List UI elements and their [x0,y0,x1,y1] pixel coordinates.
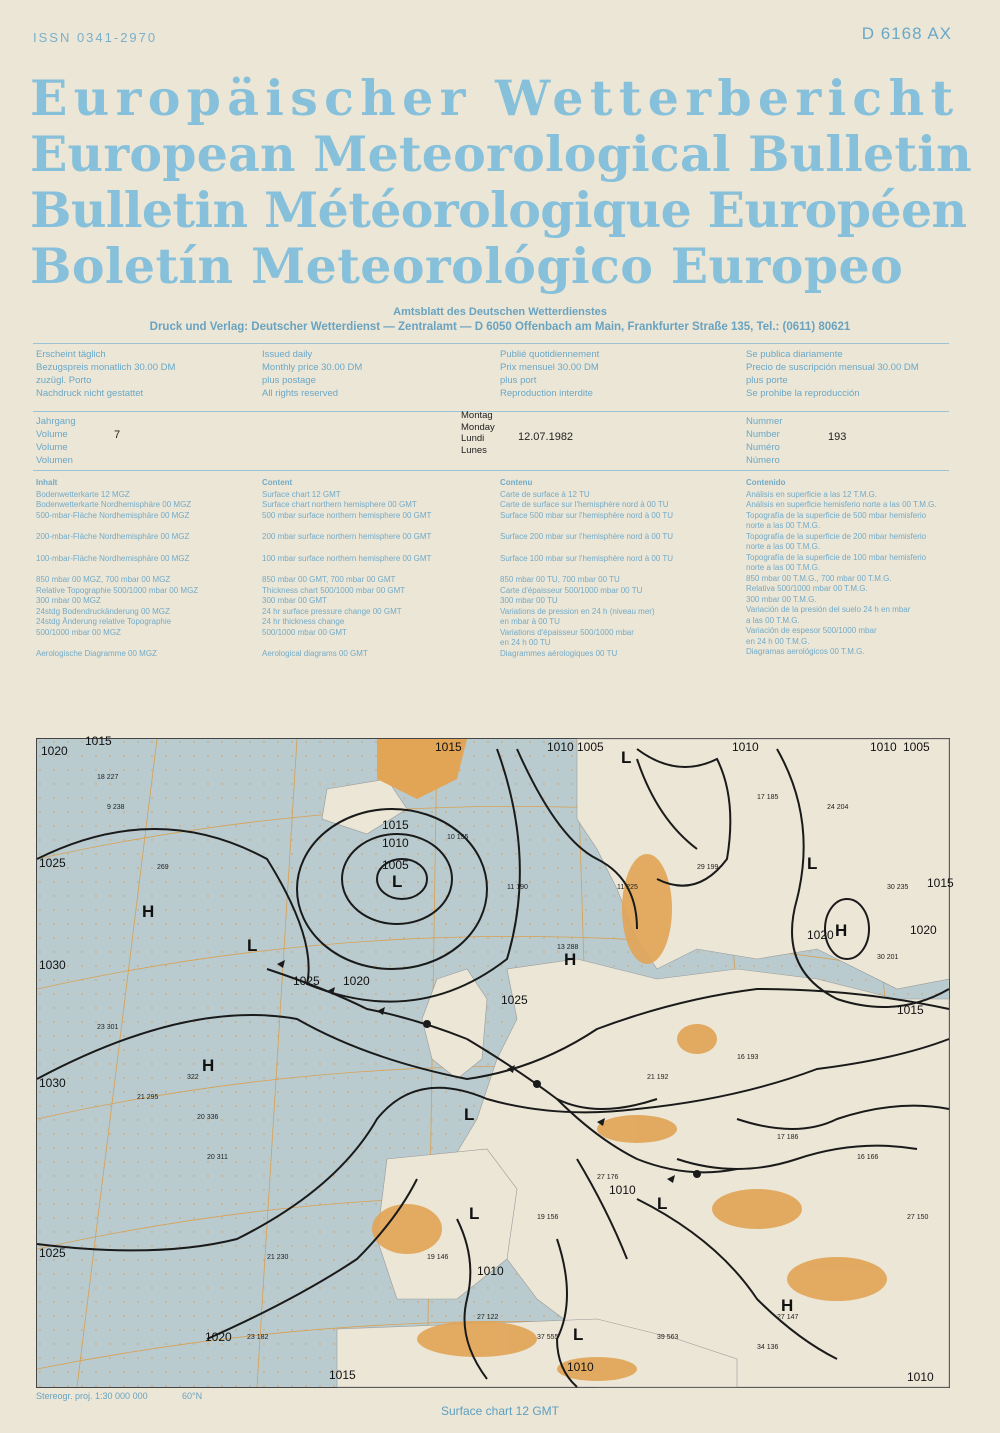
svg-text:322: 322 [187,1074,199,1081]
high-centre: H [835,921,848,940]
contents-item: norte a las 00 T.M.G. [746,521,821,530]
contents-heading: Inhalt [36,478,58,487]
contents-item: 850 mbar 00 T.M.G., 700 mbar 00 T.M.G. [746,573,892,583]
contents-item: 200 mbar surface northern hemisphere 00 GMT [262,532,432,541]
high-centre: H [202,1056,215,1075]
contents-item: Topografía de la superficie de 200 mbar hemisferio [746,531,927,541]
title-german: Europäischer Wetterbericht [30,69,960,127]
subscription-line: plus postage [262,375,316,386]
volume-value: 7 [114,429,121,441]
contents-item: Diagramas aerológicos 00 T.M.G. [746,647,865,656]
svg-text:29 199: 29 199 [697,864,719,871]
svg-text:23 301: 23 301 [97,1024,119,1031]
weather-map-svg [37,734,954,1387]
contents-item: 850 mbar 00 TU, 700 mbar 00 TU [500,575,620,584]
map-latitude: 60°N [182,1391,203,1401]
svg-text:27 150: 27 150 [907,1214,929,1221]
contents-item: Bodenwetterkarte Nordhemisphäre 00 MGZ [36,500,192,509]
isobar-value: 1010 [870,740,897,754]
isobar-value: 1025 [293,974,320,988]
subscription-line: plus port [500,375,537,386]
svg-text:30 201: 30 201 [877,954,899,961]
high-centre: H [142,902,155,921]
contents-item: Surface chart 12 GMT [262,489,341,499]
subscription-line: Se publica diariamente [746,349,843,360]
day-labels [461,410,495,456]
contents-item: 850 mbar 00 GMT, 700 mbar 00 GMT [262,575,396,584]
isobar-value: 1020 [807,928,834,942]
isobar-value: 1030 [39,958,66,972]
contents-en [262,478,431,660]
map-caption: Surface chart 12 GMT [440,1404,560,1418]
contents-item: 100-mbar-Fläche Nordhemisphäre 00 MGZ [36,553,190,563]
subscription-line: Reproduction interdite [500,388,593,399]
svg-text:269: 269 [157,864,169,871]
svg-text:20 311: 20 311 [207,1154,228,1161]
low-centre: L [573,1325,584,1344]
publisher-line: Druck und Verlag: Deutscher Wetterdienst — Zentralamt — D 6050 Offenbach am Main, Frankfurter Straße 135, Tel.: (0611) 80621 [149,321,851,333]
contents-item: 200-mbar-Fläche Nordhemisphäre 00 MGZ [36,532,190,541]
contents-item: 850 mbar 00 MGZ, 700 mbar 00 MGZ [36,575,171,584]
isobar-value: 1020 [910,923,937,937]
isobar-value: 1010 [567,1360,594,1374]
svg-text:9 238: 9 238 [107,804,125,811]
svg-text:30 235: 30 235 [887,884,909,891]
subscription-line: Se prohibe la reproducción [746,388,860,399]
high-centre: H [781,1296,794,1315]
isobar-value: 1015 [435,740,462,754]
low-centre: L [392,872,403,891]
volume-label: Volume [36,429,68,440]
subscription-line: Erscheint täglich [36,349,106,360]
number-label: Number [746,429,780,440]
isobar-value: 1005 [903,740,930,754]
isobar-value: 1015 [329,1368,356,1382]
svg-text:39 563: 39 563 [657,1334,679,1341]
contents-de [36,478,198,660]
svg-text:21 230: 21 230 [267,1254,289,1261]
isobar-value: 1010 [732,740,759,754]
svg-text:18 227: 18 227 [97,774,119,781]
high-centre: H [564,950,577,969]
svg-text:10 155: 10 155 [447,834,469,841]
contents-item: Surface 500 mbar sur l'hemisphère nord à 00 TU [500,510,674,520]
subscription-line: Publié quotidiennement [500,349,600,360]
contents-item: 300 mbar 00 MGZ [36,596,101,605]
subscription-line: Bezugspreis monatlich 30.00 DM [36,362,176,373]
contents-item: 500-mbar-Fläche Nordhemisphäre 00 MGZ [36,510,190,520]
low-centre: L [807,854,818,873]
svg-text:34 136: 34 136 [757,1344,779,1351]
low-centre: L [247,936,258,955]
contents-fr [500,478,673,659]
contents-item: 100 mbar surface northern hemisphere 00 GMT [262,553,432,563]
svg-text:37 555: 37 555 [537,1334,559,1341]
isobar-value: 1005 [382,858,409,872]
isobar-value: 1015 [897,1003,924,1017]
contents-item: Thickness chart 500/1000 mbar 00 GMT [262,585,406,595]
svg-text:27 122: 27 122 [477,1314,499,1321]
isobar-value: 1010 [609,1183,636,1197]
official-gazette: Amtsblatt des Deutschen Wetterdienstes [393,306,607,318]
isobar-value: 1010 [382,836,409,850]
subscription-line: Prix mensuel 30.00 DM [500,362,599,373]
contents-item: Relative Topographie 500/1000 mbar 00 MGZ [36,585,199,595]
svg-text:20 336: 20 336 [197,1114,219,1121]
contents-item: 300 mbar 00 T.M.G. [746,594,817,604]
subscription-line: Nachdruck nicht gestattet [36,388,144,399]
subscription-line: Issued daily [262,349,313,360]
map-projection: Stereogr. proj. 1:30 000 000 [36,1391,148,1401]
isobar-value: 1020 [343,974,370,988]
divider [33,343,949,344]
svg-text:27 176: 27 176 [597,1174,619,1181]
day-label: Lundi [461,433,485,444]
contents-item: Surface 100 mbar sur l'hemisphère nord à 00 TU [500,553,674,563]
isobar-value: 1025 [39,856,66,870]
subscription-en [262,348,362,400]
low-centre: L [657,1194,668,1213]
contents-item: Variations de pression en 24 h (niveau mer) [500,606,655,616]
contents-item: Surface chart northern hemisphere 00 GMT [262,500,417,509]
subscription-line: Monthly price 30.00 DM [262,362,363,373]
svg-text:19 156: 19 156 [537,1214,559,1221]
subscription-es [746,348,919,400]
contents-item: Bodenwetterkarte 12 MGZ [36,489,130,499]
contents-item: 24stdg Änderung relative Topographie [36,617,172,626]
contents-item: Topografía de la superficie de 500 mbar hemisferio [746,510,927,520]
contents-item: Carte de surface sur l'hemisphère nord à 00 TU [500,500,669,509]
volume-label: Jahrgang [36,416,76,427]
contents-item: Aerologische Diagramme 00 MGZ [36,649,157,658]
contents-item: Topografía de la superficie de 100 mbar hemisferio [746,552,927,562]
isobar-value: 1025 [39,1246,66,1260]
isobar-value: 1025 [501,993,528,1007]
contents-item: 300 mbar 00 TU [500,596,558,605]
isobar-value: 1010 [547,740,574,754]
svg-text:23 182: 23 182 [247,1334,269,1341]
contents-item: en 24 h 00 T.M.G. [746,636,810,646]
isobar-value: 1020 [205,1330,232,1344]
isobar-value: 1010 [477,1264,504,1278]
issn: ISSN 0341-2970 [33,30,158,45]
svg-text:24 204: 24 204 [827,804,849,811]
surface-weather-map [36,734,954,1388]
contents-heading: Contenu [500,478,533,487]
volume-label: Volume [36,442,68,453]
svg-text:11 190: 11 190 [507,884,528,891]
contents-heading: Content [262,478,293,487]
contents-item: Carte d'épaisseur 500/1000 mbar 00 TU [500,585,643,595]
contents-item: en 24 h 00 TU [500,638,551,647]
number-label: Número [746,455,780,466]
contents-item: Análisis en superficie a las 12 T.M.G. [746,489,878,499]
contents-item: 500 mbar surface northern hemisphere 00 GMT [262,510,432,520]
svg-text:21 295: 21 295 [137,1094,159,1101]
contents-item: 24 hr surface pressure change 00 GMT [262,606,402,616]
contents-es [746,478,937,658]
title-english: European Meteorological Bulletin [30,125,972,183]
svg-text:16 193: 16 193 [737,1054,759,1061]
contents-item: Variación de la presión del suelo 24 h en mbar [746,605,911,614]
svg-text:27 147: 27 147 [777,1314,799,1321]
low-centre: L [464,1105,475,1124]
contents-item: Relativa 500/1000 mbar 00 T.M.G. [746,584,868,593]
issue-number: 193 [828,431,847,443]
svg-text:21 192: 21 192 [647,1074,669,1081]
contents-item: Aerological diagrams 00 GMT [262,649,368,658]
number-labels [746,415,782,467]
isobar-value: 1015 [927,876,954,890]
svg-text:19 146: 19 146 [427,1254,449,1261]
divider [33,470,949,471]
svg-text:17 185: 17 185 [757,794,779,801]
contents-item: norte a las 00 T.M.G. [746,542,821,551]
isobar-value: 1020 [41,744,68,758]
day-label: Montag [461,410,493,421]
contents-item: Surface 200 mbar sur l'hemisphère nord à 00 TU [500,532,674,541]
isobar-value: 1005 [577,740,604,754]
contents-item: 24stdg Bodendruckänderung 00 MGZ [36,606,170,616]
number-label: Nummer [746,416,783,427]
low-centre: L [469,1204,480,1223]
isobar-value: 1030 [39,1076,66,1090]
volume-label: Volumen [36,455,73,466]
contents-item: Análisis en superficie hemisferio norte a las 00 T.M.G. [746,500,937,509]
subscription-line: zuzügl. Porto [36,375,92,386]
svg-text:13 288: 13 288 [557,944,579,951]
contents-item: Carte de surface à 12 TU [500,489,590,499]
svg-text:11 225: 11 225 [617,884,638,891]
title-spanish: Boletín Meteorológico Europeo [30,237,904,295]
title-french: Bulletin Météorologique Européen [30,181,967,239]
contents-item: Variación de espesor 500/1000 mbar [746,626,877,635]
contents-item: en mbar à 00 TU [500,617,560,626]
masthead [30,69,972,295]
subscription-fr [500,348,599,400]
issue-date: 12.07.1982 [518,431,574,443]
contents-item: 500/1000 mbar 00 GMT [262,627,347,637]
subscription-line: All rights reserved [262,388,339,399]
svg-text:17 186: 17 186 [777,1134,799,1141]
day-label: Monday [461,421,495,433]
contents-item: Variations d'épaisseur 500/1000 mbar [500,627,634,637]
contents-item: 500/1000 mbar 00 MGZ [36,627,121,637]
contents-item: norte a las 00 T.M.G. [746,563,821,572]
subscription-line: plus porte [746,375,788,386]
low-centre: L [621,748,632,767]
isobar-value: 1015 [85,734,112,748]
publication-code: D 6168 AX [861,24,952,43]
isobar-value: 1010 [907,1370,934,1384]
isobar-value: 1015 [382,818,409,832]
contents-item: a las 00 T.M.G. [746,615,800,625]
contents-item: Diagrammes aérologiques 00 TU [500,648,618,658]
contents-item: 24 hr thickness change [262,617,345,626]
volume-labels [36,415,76,467]
contents-heading: Contenido [746,478,786,487]
contents-item: 300 mbar 00 GMT [262,596,327,605]
number-label: Numéro [746,442,780,453]
subscription-line: Precio de suscripción mensual 30.00 DM [746,362,919,373]
subscription-de [36,348,175,400]
svg-text:16 166: 16 166 [857,1154,879,1161]
day-label: Lunes [461,444,487,456]
